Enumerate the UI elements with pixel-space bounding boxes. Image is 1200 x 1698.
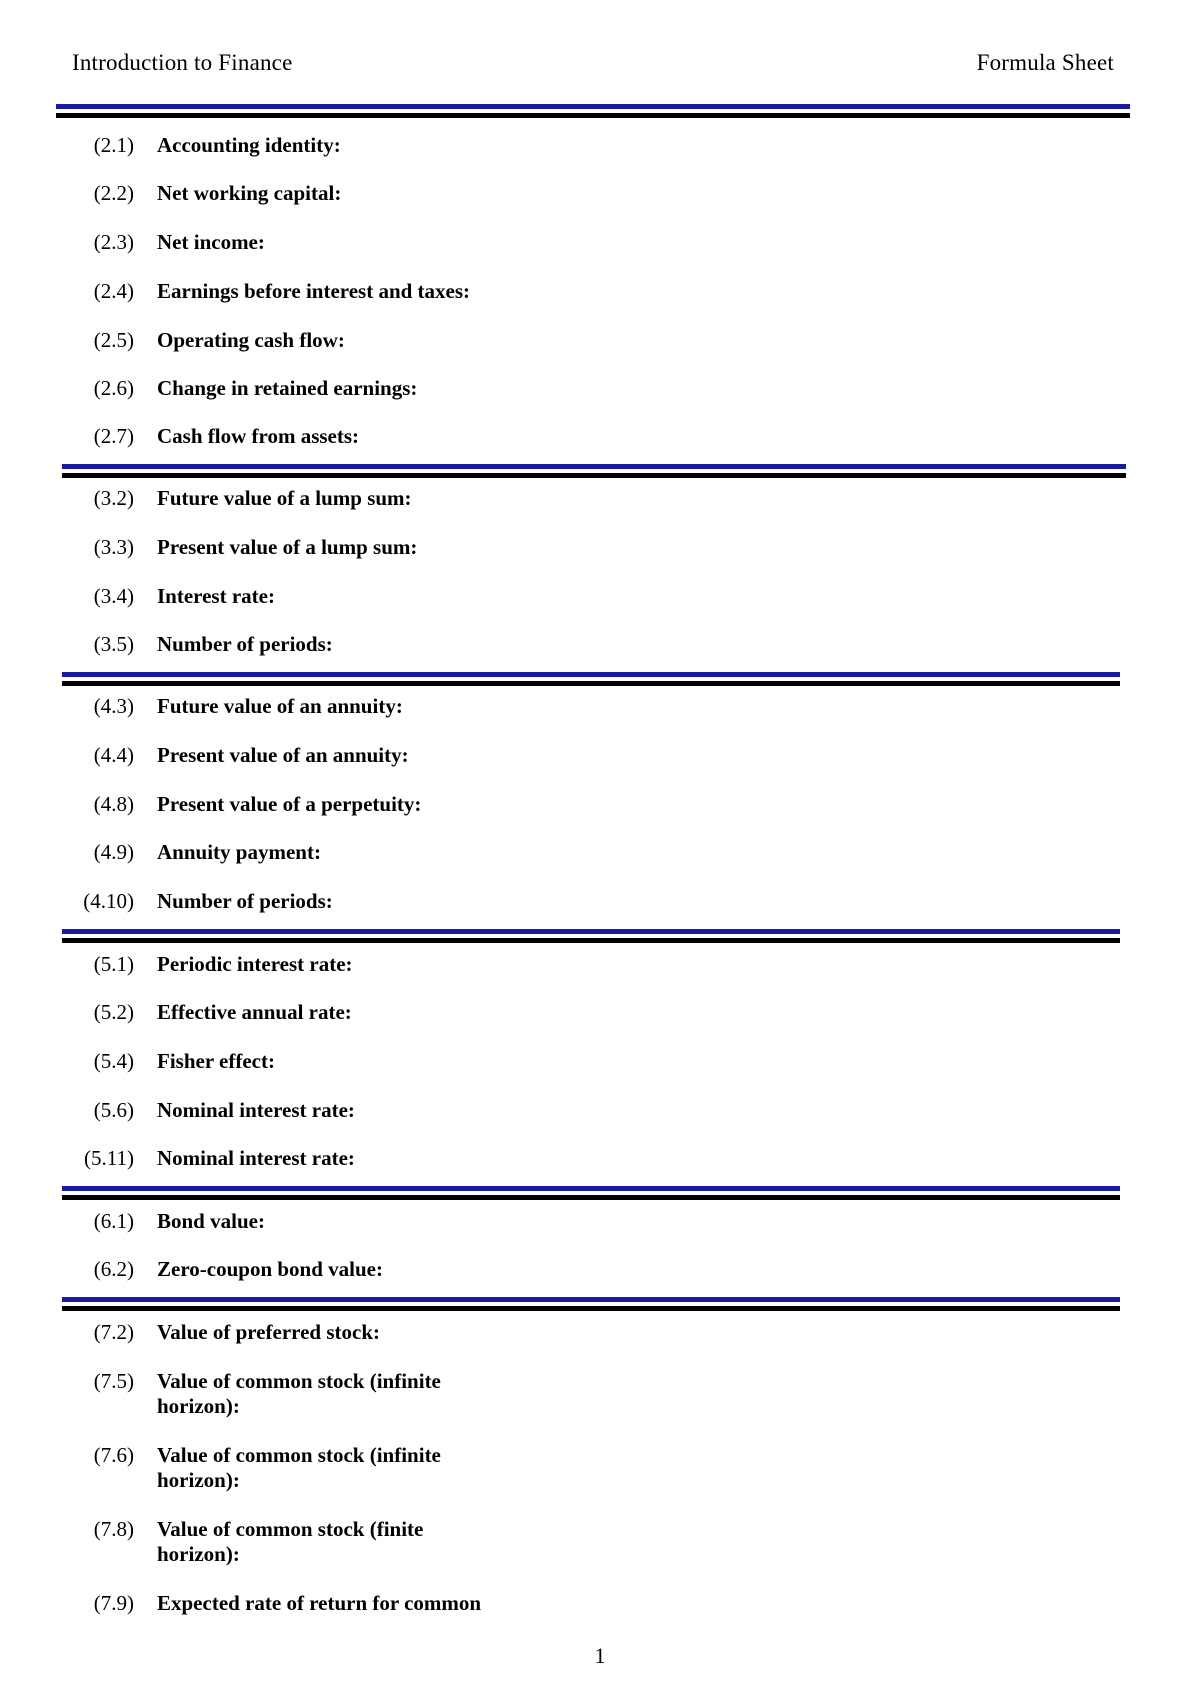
equation-number: (3.5) [93, 632, 134, 656]
divider-rule-black [62, 938, 1120, 943]
divider-rule-blue [62, 1186, 1120, 1191]
formula-label: Value of common stock (infinite horizon): [157, 1443, 441, 1492]
divider-rule-black [62, 681, 1120, 686]
formula-label: Periodic interest rate: [157, 952, 353, 976]
equation-number: (7.2) [93, 1320, 134, 1344]
divider-rule-black [62, 1306, 1120, 1311]
formula-label: Present value of an annuity: [157, 743, 409, 767]
equation-number: (3.2) [93, 486, 134, 510]
formula-label: Number of periods: [157, 632, 333, 656]
equation-number: (2.7) [93, 424, 134, 448]
formula-label: Future value of a lump sum: [157, 486, 412, 510]
formula-label: Nominal interest rate: [157, 1146, 355, 1170]
equation-number: (3.3) [93, 535, 134, 559]
equation-number: (5.2) [93, 1000, 134, 1024]
sheet-title: Formula Sheet [976, 50, 1114, 75]
equation-number: (5.4) [93, 1049, 134, 1073]
formula-label: Net income: [157, 230, 265, 254]
formula-label: Nominal interest rate: [157, 1098, 355, 1122]
equation-number: (4.4) [93, 743, 134, 767]
formula-label: Bond value: [157, 1209, 265, 1233]
equation-number: (4.3) [93, 694, 134, 718]
formula-label: Present value of a lump sum: [157, 535, 418, 559]
equation-number: (7.9) [93, 1591, 134, 1615]
equation-number: (2.5) [93, 328, 134, 352]
divider-rule-black [62, 1195, 1120, 1200]
formula-label: Earnings before interest and taxes: [157, 279, 471, 303]
equation-number: (2.3) [93, 230, 134, 254]
divider-rule-blue [62, 672, 1120, 677]
formula-label: Value of preferred stock: [157, 1320, 380, 1344]
formula-label: Value of common stock (finite horizon): [157, 1517, 424, 1566]
equation-number: (5.6) [93, 1098, 134, 1122]
formula-label: Accounting identity: [157, 133, 341, 157]
formula-label: Cash flow from assets: [157, 424, 360, 448]
equation-number: (6.1) [93, 1209, 134, 1233]
formula-label: Zero-coupon bond value: [157, 1257, 383, 1281]
formula-label: Present value of a perpetuity: [157, 792, 422, 816]
formula-label: Value of common stock (infinite horizon): [157, 1369, 441, 1418]
equation-number: (7.8) [93, 1517, 134, 1541]
equation-number: (7.6) [93, 1443, 134, 1467]
formula-label: Net working capital: [157, 181, 342, 205]
formula-label: Future value of an annuity: [157, 694, 403, 718]
page-number: 1 [594, 1643, 606, 1668]
equation-number: (5.1) [93, 952, 134, 976]
equation-number: (2.6) [93, 376, 134, 400]
divider-rule-blue [62, 929, 1120, 934]
equation-number: (5.11) [84, 1146, 134, 1170]
equation-number: (2.1) [93, 133, 134, 157]
equation-number: (7.5) [93, 1369, 134, 1393]
course-title: Introduction to Finance [72, 50, 293, 75]
formula-label: Fisher effect: [157, 1049, 275, 1073]
header-rule-black [56, 113, 1130, 118]
equation-number: (4.8) [93, 792, 134, 816]
formula-label: Interest rate: [157, 584, 275, 608]
formula-label: Effective annual rate: [157, 1000, 352, 1024]
equation-number: (4.10) [83, 889, 134, 913]
formula-label: Expected rate of return for common [157, 1591, 482, 1615]
formula-label: Operating cash flow: [157, 328, 345, 352]
equation-number: (4.9) [93, 840, 134, 864]
formula-label: Number of periods: [157, 889, 333, 913]
divider-rule-black [62, 473, 1126, 478]
header-rule-blue [56, 104, 1130, 109]
formula-label: Annuity payment: [157, 840, 321, 864]
divider-rule-blue [62, 464, 1126, 469]
formula-label: Change in retained earnings: [157, 376, 418, 400]
equation-number: (2.4) [93, 279, 134, 303]
equation-number: (3.4) [93, 584, 134, 608]
equation-number: (6.2) [93, 1257, 134, 1281]
equation-number: (2.2) [93, 181, 134, 205]
divider-rule-blue [62, 1297, 1120, 1302]
